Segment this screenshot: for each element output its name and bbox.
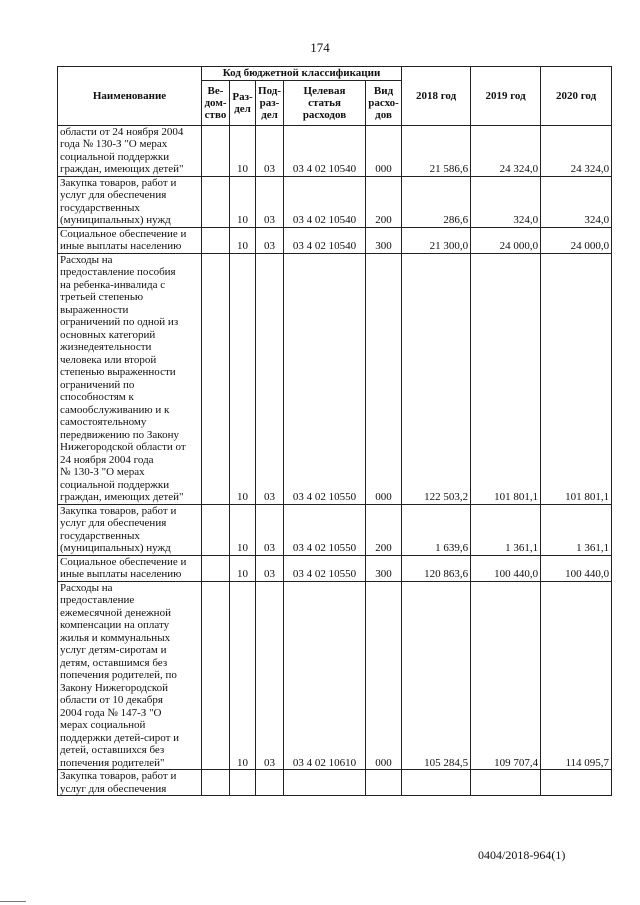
table-row <box>58 253 612 504</box>
header-podrazdel: Под- раз- дел <box>256 80 284 125</box>
cell-2019: 100 440,0 <box>471 555 541 581</box>
header-vedomstvo: Ве- дом- ство <box>202 80 230 125</box>
cell-vedomstvo <box>202 253 230 504</box>
table-row <box>58 504 612 555</box>
cell-podrazdel: 03 <box>256 504 284 555</box>
table-row <box>58 227 612 253</box>
page-number: 174 <box>310 40 330 55</box>
cell-2018: 21 586,6 <box>402 125 471 176</box>
cell-name: Закупка товаров, работ и услуг для обеспечения государственных (муниципальных) нужд <box>58 176 202 227</box>
cell-2019: 101 801,1 <box>471 253 541 504</box>
cell-celevaya-statya: 03 4 02 10550 <box>284 555 366 581</box>
crop-mark <box>0 901 26 905</box>
cell-2019: 1 361,1 <box>471 504 541 555</box>
cell-celevaya-statya <box>284 770 366 796</box>
cell-2019: 24 000,0 <box>471 227 541 253</box>
table-row <box>58 581 612 770</box>
cell-celevaya-statya: 03 4 02 10540 <box>284 176 366 227</box>
cell-razdel: 10 <box>230 176 256 227</box>
cell-2018: 120 863,6 <box>402 555 471 581</box>
cell-vid-rashodov: 300 <box>366 227 402 253</box>
cell-2020: 100 440,0 <box>541 555 612 581</box>
cell-2020 <box>541 770 612 796</box>
header-razdel: Раз- дел <box>230 80 256 125</box>
cell-vedomstvo <box>202 176 230 227</box>
cell-celevaya-statya: 03 4 02 10540 <box>284 125 366 176</box>
header-vid-rashodov: Вид расхо- дов <box>366 80 402 125</box>
cell-vedomstvo <box>202 125 230 176</box>
cell-name: Социальное обеспечение и иные выплаты населению <box>58 555 202 581</box>
table-row <box>58 125 612 176</box>
cell-celevaya-statya: 03 4 02 10540 <box>284 227 366 253</box>
cell-celevaya-statya: 03 4 02 10550 <box>284 253 366 504</box>
cell-vedomstvo <box>202 504 230 555</box>
cell-podrazdel: 03 <box>256 555 284 581</box>
cell-razdel <box>230 770 256 796</box>
table-body <box>58 125 612 796</box>
cell-2020: 24 324,0 <box>541 125 612 176</box>
cell-2018: 105 284,5 <box>402 581 471 770</box>
cell-podrazdel: 03 <box>256 125 284 176</box>
cell-2020: 101 801,1 <box>541 253 612 504</box>
cell-2019: 324,0 <box>471 176 541 227</box>
cell-vid-rashodov: 000 <box>366 581 402 770</box>
cell-razdel: 10 <box>230 581 256 770</box>
table-row <box>58 770 612 796</box>
cell-name: Закупка товаров, работ и услуг для обеспечения <box>58 770 202 796</box>
cell-vedomstvo <box>202 770 230 796</box>
cell-2020: 114 095,7 <box>541 581 612 770</box>
cell-podrazdel: 03 <box>256 581 284 770</box>
cell-razdel: 10 <box>230 504 256 555</box>
cell-podrazdel: 03 <box>256 253 284 504</box>
cell-2020: 24 000,0 <box>541 227 612 253</box>
cell-celevaya-statya: 03 4 02 10550 <box>284 504 366 555</box>
cell-celevaya-statya: 03 4 02 10610 <box>284 581 366 770</box>
header-2018: 2018 год <box>402 67 471 126</box>
cell-2018: 286,6 <box>402 176 471 227</box>
cell-podrazdel: 03 <box>256 176 284 227</box>
cell-name: Расходы на предоставление ежемесячной денежной компенсации на оплату жилья и коммунальных услуг детям-сиротам и детям, оставшимся без попечения родителей, по Закону Нижегородской области от 10 декабря 2004 года № 147-З "О мерах социальной поддержки детей-сирот и детей, оставшихся без попечения родителей" <box>58 581 202 770</box>
cell-2018: 122 503,2 <box>402 253 471 504</box>
table-row <box>58 555 612 581</box>
cell-2019: 24 324,0 <box>471 125 541 176</box>
cell-razdel: 10 <box>230 555 256 581</box>
cell-name: Закупка товаров, работ и услуг для обеспечения государственных (муниципальных) нужд <box>58 504 202 555</box>
cell-2020: 1 361,1 <box>541 504 612 555</box>
cell-2019 <box>471 770 541 796</box>
cell-2020: 324,0 <box>541 176 612 227</box>
header-2019: 2019 год <box>471 67 541 126</box>
cell-2018: 1 639,6 <box>402 504 471 555</box>
cell-name: Социальное обеспечение и иные выплаты населению <box>58 227 202 253</box>
cell-vid-rashodov: 000 <box>366 125 402 176</box>
cell-vedomstvo <box>202 555 230 581</box>
header-budget-code-group: Код бюджетной классификации <box>202 67 402 81</box>
budget-table <box>57 66 612 796</box>
cell-2018 <box>402 770 471 796</box>
footer-document-code: 0404/2018-964(1) <box>478 848 566 862</box>
cell-vedomstvo <box>202 581 230 770</box>
table-row <box>58 176 612 227</box>
cell-vid-rashodov <box>366 770 402 796</box>
header-name: Наименование <box>58 67 202 126</box>
cell-razdel: 10 <box>230 125 256 176</box>
cell-razdel: 10 <box>230 227 256 253</box>
cell-vid-rashodov: 000 <box>366 253 402 504</box>
cell-razdel: 10 <box>230 253 256 504</box>
cell-vid-rashodov: 200 <box>366 504 402 555</box>
cell-podrazdel: 03 <box>256 227 284 253</box>
header-2020: 2020 год <box>541 67 612 126</box>
cell-vedomstvo <box>202 227 230 253</box>
cell-vid-rashodov: 300 <box>366 555 402 581</box>
header-celevaya-statya: Целевая статья расходов <box>284 80 366 125</box>
cell-2018: 21 300,0 <box>402 227 471 253</box>
cell-2019: 109 707,4 <box>471 581 541 770</box>
cell-podrazdel <box>256 770 284 796</box>
cell-vid-rashodov: 200 <box>366 176 402 227</box>
cell-name: Расходы на предоставление пособия на ребенка-инвалида с третьей степенью выраженности ограничений по одной из основных категорий жизнедеятельности человека или второй степенью выраженности ограничений по способностям к самообслуживанию и к самостоятельному передвижению по Закону Нижегородской области от 24 ноября 2004 года № 130-З "О мерах социальной поддержки граждан, имеющих детей" <box>58 253 202 504</box>
cell-name: области от 24 ноября 2004 года № 130-З "О мерах социальной поддержки граждан, имеющих детей" <box>58 125 202 176</box>
